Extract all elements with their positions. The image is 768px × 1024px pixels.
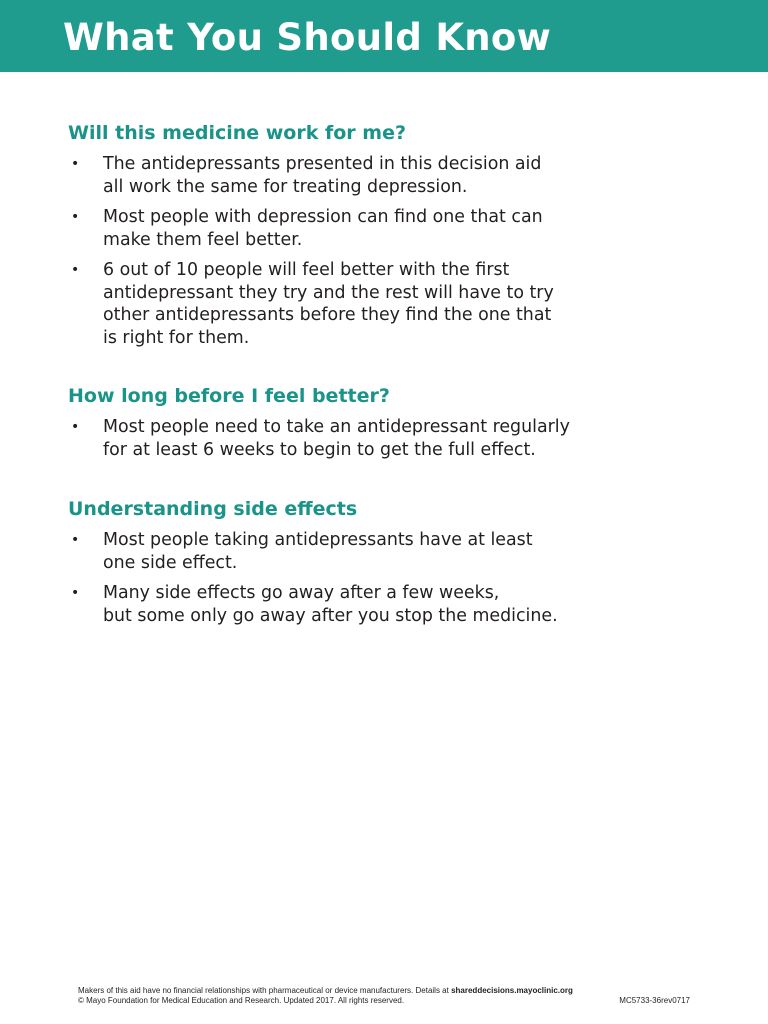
- footer-disclosure-line: [78, 986, 573, 996]
- list-item: [68, 206, 728, 251]
- text-line: for at least 6 weeks to begin to get the full effect.: [103, 439, 536, 460]
- text-line: other antidepressants before they find the one that: [103, 305, 552, 325]
- list-item: [68, 153, 728, 198]
- section-heading: Understanding side effects: [68, 498, 358, 520]
- bullet-icon: •: [71, 262, 80, 278]
- bullet-list: [68, 153, 728, 349]
- text-line: 6 out of 10 people will feel better with the first: [103, 260, 510, 280]
- text-line: but some only go away after you stop the medicine.: [103, 605, 558, 626]
- text-line: Most people need to take an antidepressant regularly: [103, 417, 570, 437]
- bullet-icon: •: [71, 419, 80, 435]
- footer-row-copyright: [78, 996, 690, 1006]
- text-line: all work the same for treating depression.: [103, 176, 468, 197]
- text-line: antidepressant they try and the rest will have to try: [103, 282, 554, 303]
- footer-row-disclosure: [78, 986, 690, 996]
- section-how-long: [68, 384, 728, 461]
- header-band: [0, 0, 768, 72]
- bullet-icon: •: [71, 585, 80, 601]
- section-heading: Will this medicine work for me?: [68, 122, 406, 144]
- list-item: [68, 416, 728, 461]
- footer: [78, 986, 690, 1006]
- bullet-icon: •: [71, 156, 80, 172]
- footer-url-link[interactable]: shareddecisions.mayoclinic.org: [451, 986, 573, 995]
- text-line: make them feel better.: [103, 229, 303, 250]
- bullet-icon: •: [71, 209, 80, 225]
- section-heading: How long before I feel better?: [68, 385, 390, 407]
- bullet-list: [68, 416, 728, 461]
- list-item: [68, 259, 728, 349]
- text-line: Most people with depression can find one that can: [103, 207, 543, 227]
- footer-code: MC5733-36rev0717: [619, 996, 690, 1005]
- list-item: [68, 529, 728, 574]
- section-side-effects: [68, 497, 728, 627]
- text-line: is right for them.: [103, 327, 250, 348]
- list-item: [68, 582, 728, 627]
- page-title: What You Should Know: [63, 16, 552, 59]
- text-line: Most people taking antidepressants have at least: [103, 530, 533, 550]
- bullet-list: [68, 529, 728, 627]
- footer-disclosure: Makers of this aid have no financial relationships with pharmaceutical or device manufacturers. Details at: [78, 986, 452, 995]
- text-line: one side effect.: [103, 552, 238, 573]
- text-line: Many side effects go away after a few weeks,: [103, 583, 500, 603]
- section-will-medicine-work: [68, 121, 728, 349]
- bullet-icon: •: [71, 532, 80, 548]
- text-line: The antidepressants presented in this decision aid: [103, 154, 542, 174]
- footer-copyright: © Mayo Foundation for Medical Education and Research. Updated 2017. All rights reserved.: [78, 996, 405, 1005]
